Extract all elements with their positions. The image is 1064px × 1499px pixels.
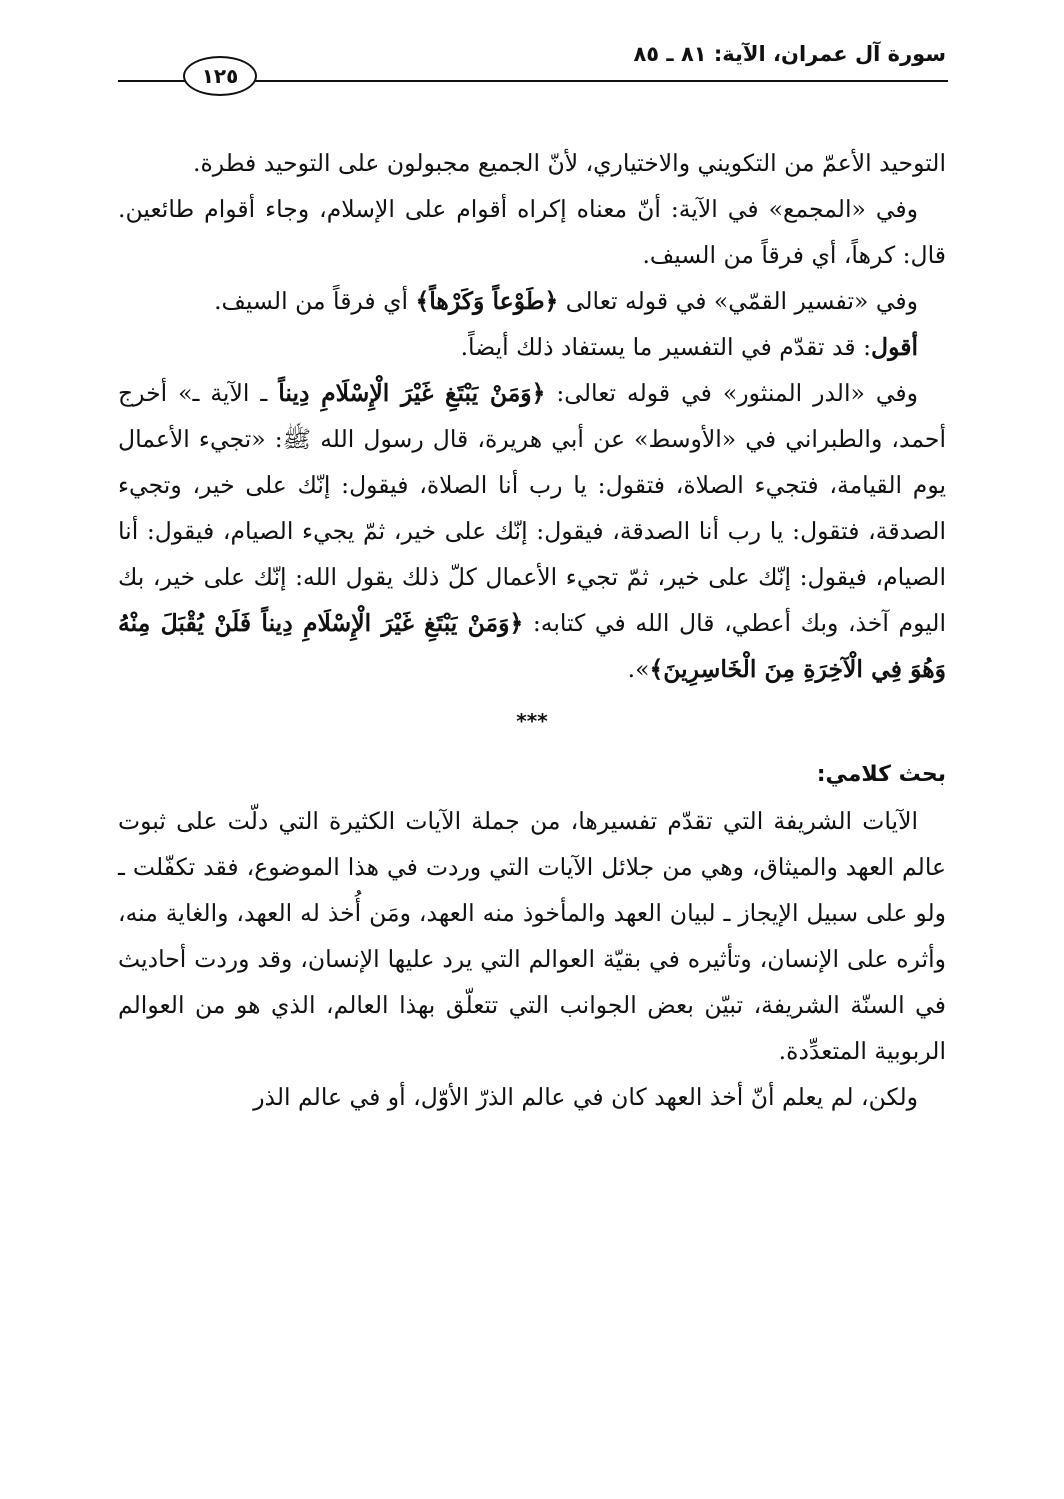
paragraph-tawhid: التوحيد الأعمّ من التكويني والاختياري، لأنّ الجميع مجبولون على التوحيد فطرة.: [192, 149, 946, 177]
quran-verse-tawan-karhan: ﴿طَوْعاً وَكَرْهاً﴾: [415, 287, 559, 315]
aqulu-text: : قد تقدّم في التفسير ما يستفاد ذلك أيضاً.: [460, 333, 872, 361]
quran-verse-islam-dinan: ﴿وَمَنْ يَبْتَغِ غَيْرَ الْإِسْلَامِ دِيناً: [278, 379, 546, 407]
durr-hadith-text: ـ الآية ـ» أخرج أحمد، والطبراني في «الأوسط» عن أبي هريرة، قال رسول الله ﷺ: «تجيء الأعمال يوم القيامة، فتجيء الصلاة، فتقول: يا رب أنا الصلاة، فيقول: إنّك على خير، وتجيء الصدقة، فتقول: يا رب أنا الصدقة، فيقول: إنّك على خير، ثمّ يجيء الصيام، فيقول: أنا الصيام، فيقول: إنّك على خير، ثمّ تجيء الأعمال كلّ ذلك يقول الله: إنّك على خير، بك اليوم آخذ، وبك أعطي، قال الله في كتابه:: [118, 379, 946, 637]
section-heading: بحث كلامي:: [816, 762, 946, 787]
paragraph-majma: وفي «المجمع» في الآية: أنّ معناه إكراه أقوام على الإسلام، وجاء أقوام طائعين. قال: كرهاً، أي فرقاً من السيف.: [118, 195, 946, 269]
section-separator: ***: [516, 709, 548, 733]
quran-verse-khasirin: ﴿وَمَنْ يَبْتَغِ غَيْرَ الْإِسْلَامِ دِيناً فَلَنْ يُقْبَلَ مِنْهُ وَهُوَ فِي الْآخِرَةِ مِنَ الْخَاسِرِينَ﴾: [118, 609, 946, 683]
paragraph-kalami-2: ولكن، لم يعلم أنّ أخذ العهد كان في عالم الذرّ الأوّل، أو في عالم الذر: [253, 1083, 918, 1111]
page-body: [118, 140, 946, 1120]
paragraph-qummi: [118, 278, 946, 324]
qummi-text-before: وفي «تفسير القمّي» في قوله تعالى: [558, 287, 918, 315]
paragraph-durr-manthur: [118, 370, 946, 692]
page-number-badge: ١٢٥: [183, 56, 257, 96]
durr-text-before: وفي «الدر المنثور» في قوله تعالى:: [545, 379, 918, 407]
running-header: سورة آل عمران، الآية: ٨١ ـ ٨٥: [633, 42, 946, 66]
aqulu-label: أقول: [871, 333, 918, 361]
qummi-text-after: أي فرقاً من السيف.: [214, 287, 416, 315]
durr-end: ».: [627, 655, 650, 683]
paragraph-aqulu: [118, 324, 946, 370]
paragraph-kalami-1: الآيات الشريفة التي تقدّم تفسيرها، من جملة الآيات الكثيرة التي دلّت على ثبوت عالم العهد والميثاق، وهي من جلائل الآيات التي وردت في هذا الموضوع، فقد تكفّلت ـ ولو على سبيل الإيجاز ـ لبيان العهد والمأخوذ منه العهد، ومَن أُخذ له العهد، والغاية منه، وأثره على الإنسان، وتأثيره في بقيّة العوالم التي يرد عليها الإنسان، وقد وردت أحاديث في السنّة الشريفة، تبيّن بعض الجوانب التي تتعلّق بهذا العالم، الذي هو من العوالم الربوبية المتعدِّدة.: [118, 807, 946, 1065]
